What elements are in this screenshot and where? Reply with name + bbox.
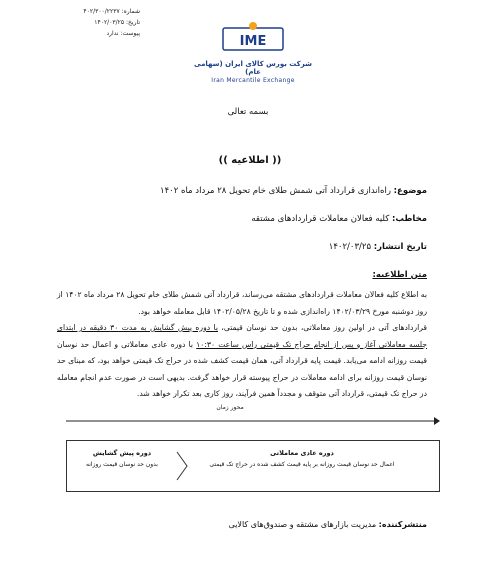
phase-normal-trading <box>197 447 407 471</box>
publisher-text: مدیریت بازارهای مشتقه و صندوق‌های کالایی <box>228 520 377 529</box>
body-heading-text: متن اطلاعیه: <box>372 270 427 280</box>
publisher-line <box>229 520 427 529</box>
logo-mark-text: IME <box>239 34 267 49</box>
meta-number <box>48 6 140 17</box>
subject-line <box>160 186 427 196</box>
audience-line <box>251 214 427 224</box>
paragraph-1: به اطلاع کلیه فعالان معاملات قراردادهای مشتقه می‌رساند، قرارداد آتی شمش طلای خام تحویل ۲۸ مرداد ماه ۱۴۰۲ از روز دوشنبه مورخ ۱۴۰۲/۰۳/۲۹ راه‌اندازی شده و تا تاریخ ۱۴۰۲/۰۵/۲۸ قابل معامله خواهد بود. <box>57 290 427 316</box>
publish-date-line <box>329 242 427 252</box>
timeline-box <box>66 440 440 492</box>
phase-pre-opening-title: دوره پیش گشایش <box>92 449 152 457</box>
audience-text: کلیه فعالان معاملات قراردادهای مشتقه <box>251 214 390 224</box>
meta-number-value: ۴۰۲/۳۰۰/۲۲۳۷ <box>83 8 120 15</box>
ime-logo-icon <box>221 20 285 54</box>
publish-date-label: تاریخ انتشار: <box>373 242 427 252</box>
phase-normal-desc: اعمال حد نوسان قیمت روزانه بر پایه قیمت کشف شده در حراج تک قیمتی <box>209 461 395 468</box>
meta-attachment-label: پیوست: <box>120 30 140 37</box>
paragraph-2 <box>57 320 427 403</box>
body-heading <box>372 270 427 280</box>
time-axis-label: محور زمان <box>216 404 244 411</box>
basmala: بسمه تعالی <box>227 107 269 117</box>
logo-name-fa: شرکت بورس کالای ایران (سهامی عام) <box>193 60 312 76</box>
meta-attachment-value: ندارد <box>106 30 119 37</box>
document-meta <box>48 6 140 39</box>
company-logo <box>188 20 318 84</box>
publisher-label: منتشرکننده: <box>378 520 427 529</box>
subject-text: راه‌اندازی قرارداد آتی شمش طلای خام تحویل ۲۸ مرداد ماه ۱۴۰۲ <box>160 186 391 196</box>
paragraph-2-part-a: قراردادهای آتی در اولین روز معاملاتی، بدون حد نوسان قیمتی، <box>217 323 428 332</box>
paragraph-2-part-b: با دوره عادی معاملاتی و اعمال حد نوسان قیمت روزانه ادامه می‌یابد. قیمت پایه قرارداد آتی، همان قیمت کشف شده در حراج تک قیمتی خواهد بود، که مبنای حد نوسان قیمت روزانه برای ادامه معاملات در حراج پیوسته قرار خواهد گرفت. بدیهی است در صورت عدم انجام معامله در حراج تک قیمتی، قرارداد آتی متوقف و مجدداً همین فرآیند، روز کاری بعد تکرار خواهد شد. <box>57 339 427 399</box>
notice-title: (( اطلاعیه )) <box>218 155 282 166</box>
audience-label: مخاطب: <box>392 214 427 224</box>
paragraph-2-underlined: با دوره پیش گشایش به مدت ۳۰ دقیقه در ابتدای جلسه معاملاتی آغاز و پس از انجام حراج تک قیمتی راس ساعت ۱۰:۳۰ <box>57 323 428 349</box>
meta-date-value: ۱۴۰۲/۰۳/۲۵ <box>94 19 125 26</box>
phase-pre-opening-desc: بدون حد نوسان قیمت روزانه <box>86 461 158 468</box>
subject-label: موضوع: <box>393 186 427 196</box>
meta-date <box>48 17 140 28</box>
meta-number-label: شماره: <box>121 8 140 15</box>
logo-name-en: Iran Mercantile Exchange <box>211 77 295 84</box>
meta-date-label: تاریخ: <box>126 19 140 26</box>
time-axis-arrow-icon <box>66 416 440 426</box>
phase-pre-opening <box>73 447 171 471</box>
publish-date-text: ۱۴۰۲/۰۳/۲۵ <box>328 242 372 252</box>
phase-normal-title: دوره عادی معاملاتی <box>270 449 334 457</box>
meta-attachment <box>48 28 140 39</box>
chevron-right-icon <box>175 451 189 481</box>
